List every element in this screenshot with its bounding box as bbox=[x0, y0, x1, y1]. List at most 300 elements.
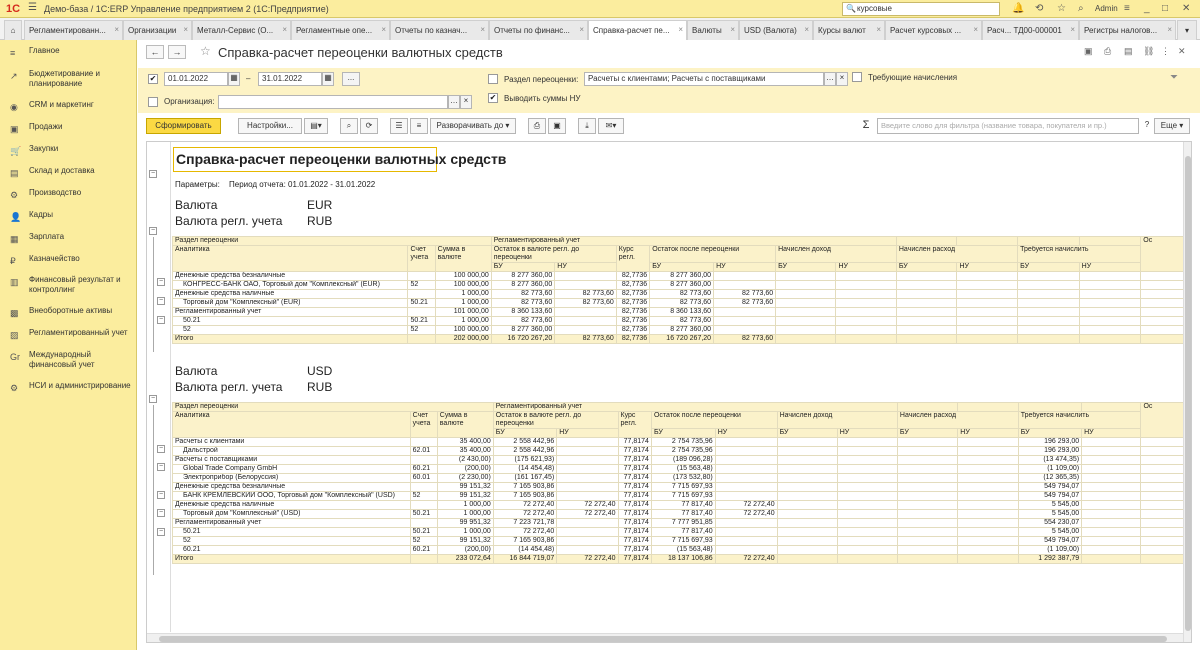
cell-anu: 72 272,40 bbox=[715, 501, 777, 510]
cell-abu: 7 715 697,93 bbox=[651, 537, 715, 546]
link-icon[interactable]: ⛓ bbox=[1143, 46, 1155, 56]
close-icon[interactable]: × bbox=[876, 25, 881, 34]
send-email-icon[interactable]: ✉▾ bbox=[598, 118, 624, 134]
cell-abu: 8 277 360,00 bbox=[650, 326, 714, 335]
tab-9[interactable]: USD (Валюта) × bbox=[739, 20, 813, 40]
tab-6[interactable]: Отчеты по финанс... × bbox=[489, 20, 588, 40]
cell-rate: 77,8174 bbox=[618, 537, 651, 546]
cell-inu bbox=[837, 474, 897, 483]
close-icon[interactable]: × bbox=[183, 25, 188, 34]
cell-rnu bbox=[1079, 326, 1141, 335]
cell-rbu bbox=[1018, 281, 1080, 290]
sidebar-item-crm[interactable]: ◉ CRM и маркетинг bbox=[10, 100, 94, 112]
cell-inu bbox=[837, 438, 897, 447]
save-icon[interactable]: ▣ bbox=[1084, 46, 1093, 56]
export-icon[interactable]: ⤓ bbox=[578, 118, 596, 134]
total-enu bbox=[957, 335, 1018, 344]
report-sheet[interactable] bbox=[146, 141, 1192, 643]
cell-enu bbox=[957, 326, 1018, 335]
table-row[interactable] bbox=[173, 290, 1191, 299]
row-account: 60.01 bbox=[410, 474, 437, 483]
tab-11[interactable]: Расчет курсовых ... × bbox=[885, 20, 982, 40]
cell-enu bbox=[958, 537, 1018, 546]
sidebar-item-fixed-assets[interactable]: ▩ Внеоборотные активы bbox=[10, 306, 113, 318]
sidebar-item-production[interactable]: ⚙ Производство bbox=[10, 188, 82, 200]
total-label: Итого bbox=[173, 555, 411, 564]
clear-icon[interactable]: × bbox=[836, 72, 848, 86]
collapse-toggle[interactable]: − bbox=[158, 445, 164, 452]
variants-icon[interactable]: ▤▾ bbox=[304, 118, 328, 134]
cell-enu bbox=[957, 281, 1018, 290]
cell-bbu: 7 165 903,86 bbox=[493, 483, 556, 492]
col-extra: Ос bbox=[1141, 237, 1191, 272]
header-row bbox=[173, 403, 1191, 412]
cell-enu bbox=[958, 492, 1018, 501]
col-section: Раздел переоценки bbox=[173, 237, 492, 246]
collapse-toggle[interactable]: − bbox=[150, 170, 156, 177]
cell-ibu bbox=[777, 528, 837, 537]
currency-value: USD bbox=[307, 364, 333, 378]
select-dots-button[interactable]: … bbox=[448, 95, 460, 109]
cell-ibu bbox=[777, 438, 837, 447]
close-icon[interactable]: × bbox=[804, 25, 809, 34]
date-from-input[interactable]: 01.01.2022 bbox=[164, 72, 228, 86]
col-bu: БУ bbox=[897, 429, 957, 438]
collapse-toggle[interactable]: − bbox=[150, 395, 156, 402]
table-row[interactable] bbox=[173, 465, 1191, 474]
col-bu: БУ bbox=[651, 429, 715, 438]
close-icon[interactable]: × bbox=[1167, 25, 1172, 34]
cell-ibu bbox=[776, 326, 836, 335]
user-name[interactable]: Admin bbox=[1095, 4, 1118, 13]
cell-ebu bbox=[896, 290, 957, 299]
cell-abu: 7 777 951,85 bbox=[651, 519, 715, 528]
row-name: 50.21 bbox=[173, 528, 411, 537]
row-name: Денежные средства наличные bbox=[173, 290, 408, 299]
cell-inu bbox=[837, 492, 897, 501]
sidebar-item-main[interactable]: ≡ Главное bbox=[10, 46, 60, 58]
cell-rbu: 549 794,07 bbox=[1018, 537, 1081, 546]
cell-ebu bbox=[896, 326, 957, 335]
cell-bbu: (175 621,93) bbox=[493, 456, 556, 465]
generate-button[interactable]: Сформировать bbox=[146, 118, 221, 134]
cell-rate: 77,8174 bbox=[618, 438, 651, 447]
collapse-toggle[interactable]: − bbox=[158, 316, 164, 323]
table-row[interactable] bbox=[173, 326, 1191, 335]
cell-rnu bbox=[1082, 438, 1141, 447]
table-row[interactable] bbox=[173, 447, 1191, 456]
close-icon[interactable]: × bbox=[480, 25, 485, 34]
collapse-toggle[interactable]: − bbox=[158, 528, 164, 535]
col-account: Счет учета bbox=[408, 246, 435, 272]
menu-icon: ≡ bbox=[10, 48, 16, 58]
cell-bnu bbox=[557, 519, 618, 528]
cell-inu bbox=[837, 447, 897, 456]
more-button[interactable]: Еще ▾ bbox=[1154, 118, 1190, 134]
row-name: Торговый дом "Комплексный" (USD) bbox=[173, 510, 411, 519]
menu-icon[interactable]: ☰ bbox=[28, 2, 37, 13]
cell-rate: 82,7736 bbox=[616, 299, 649, 308]
tab-12[interactable]: Расч... ТД00-000001 × bbox=[982, 20, 1079, 40]
total-rbu bbox=[1018, 335, 1080, 344]
cell-ebu bbox=[897, 519, 957, 528]
cell-rnu bbox=[1079, 317, 1141, 326]
find-icon[interactable]: ⌕ bbox=[340, 118, 358, 134]
cell-amt: 100 000,00 bbox=[435, 326, 491, 335]
cell-bbu: 2 558 442,96 bbox=[493, 438, 556, 447]
row-account: 52 bbox=[408, 281, 435, 290]
cell-rbu bbox=[1018, 317, 1080, 326]
cell-bnu bbox=[557, 474, 618, 483]
sidebar-item-warehouse[interactable]: ▤ Склад и доставка bbox=[10, 166, 95, 178]
total-ibu bbox=[777, 555, 837, 564]
cell-amt: 99 151,32 bbox=[437, 483, 493, 492]
horizontal-scrollbar[interactable] bbox=[147, 633, 1183, 643]
cell-enu bbox=[957, 317, 1018, 326]
cell-enu bbox=[958, 465, 1018, 474]
bell-icon[interactable]: 🔔 bbox=[1012, 3, 1025, 14]
cell-inu bbox=[836, 290, 896, 299]
cell-rbu: (13 474,35) bbox=[1018, 456, 1081, 465]
cell-abu: 77 817,40 bbox=[651, 528, 715, 537]
cell-enu bbox=[957, 272, 1018, 281]
cell-ibu bbox=[777, 474, 837, 483]
finance-icon: ▥ bbox=[10, 277, 19, 287]
sidebar-item-financial-result[interactable]: ▥ Финансовый результат и контроллинг bbox=[10, 275, 121, 294]
cell-rbu: 5 545,00 bbox=[1018, 528, 1081, 537]
print-report-icon[interactable]: ⎙ bbox=[528, 118, 546, 134]
sidebar-item-hr[interactable]: 👤 Кадры bbox=[10, 210, 53, 222]
row-account: 50.21 bbox=[408, 299, 435, 308]
cell-rbu: 5 545,00 bbox=[1018, 501, 1081, 510]
cell-inu bbox=[836, 272, 896, 281]
collapse-toggle[interactable]: − bbox=[158, 278, 164, 285]
calendar-icon[interactable]: ▦ bbox=[322, 72, 334, 86]
cell-bnu: 82 773,60 bbox=[555, 290, 616, 299]
col-nu: НУ bbox=[557, 429, 618, 438]
minimize-icon[interactable]: _ bbox=[1144, 3, 1150, 14]
preview-report-icon[interactable]: ▣ bbox=[548, 118, 566, 134]
cell-ebu bbox=[896, 281, 957, 290]
forward-button[interactable]: → bbox=[168, 45, 186, 59]
row-name: 52 bbox=[173, 537, 411, 546]
cell-abu: 77 817,40 bbox=[651, 501, 715, 510]
cell-ibu bbox=[777, 501, 837, 510]
reg-currency-value: RUB bbox=[307, 380, 333, 394]
cell-rbu: (12 365,35) bbox=[1018, 474, 1081, 483]
favorite-star-icon[interactable]: ☆ bbox=[200, 44, 211, 58]
cell-anu bbox=[715, 447, 777, 456]
tab-13[interactable]: Регистры налогов... × bbox=[1079, 20, 1176, 40]
cell-anu: 82 773,60 bbox=[714, 299, 776, 308]
close-form-icon[interactable]: ✕ bbox=[1178, 46, 1186, 56]
collapse-toggle[interactable]: − bbox=[158, 491, 164, 498]
sidebar-item-regulated-accounting[interactable]: ▨ Регламентированный учет bbox=[10, 328, 128, 340]
cell-amt: (2 230,00) bbox=[437, 474, 493, 483]
cell-enu bbox=[957, 299, 1018, 308]
tab-2[interactable]: Организации × bbox=[123, 20, 192, 40]
settings-button[interactable]: Настройки... bbox=[238, 118, 302, 134]
table-row[interactable] bbox=[173, 546, 1191, 555]
table-row[interactable] bbox=[173, 537, 1191, 546]
sidebar-item-purchases[interactable]: 🛒 Закупки bbox=[10, 144, 59, 156]
section-checkbox[interactable] bbox=[488, 74, 498, 84]
cell-amt: (200,00) bbox=[437, 465, 493, 474]
close-icon[interactable]: × bbox=[579, 25, 584, 34]
cell-amt: (200,00) bbox=[437, 546, 493, 555]
row-name: Денежные средства наличные bbox=[173, 501, 411, 510]
close-window-icon[interactable]: ✕ bbox=[1182, 3, 1191, 14]
cell-ibu bbox=[776, 317, 836, 326]
cell-rate: 82,7736 bbox=[616, 326, 649, 335]
reg-currency-label: Валюта регл. учета bbox=[175, 380, 283, 394]
col-analytics: Аналитика bbox=[173, 246, 408, 272]
more-vert-icon[interactable]: ⋮ bbox=[1161, 46, 1170, 56]
collapse-toggle[interactable]: − bbox=[158, 463, 164, 470]
total-row[interactable] bbox=[173, 335, 1191, 344]
cell-abu: 82 773,60 bbox=[650, 290, 714, 299]
table-row[interactable] bbox=[173, 519, 1191, 528]
col-required: Требуется начислить bbox=[1018, 412, 1141, 429]
tab-8[interactable]: Валюты × bbox=[687, 20, 739, 40]
cell-bnu bbox=[557, 465, 618, 474]
table-row[interactable] bbox=[173, 438, 1191, 447]
table-row[interactable] bbox=[173, 474, 1191, 483]
report-period: Период отчета: 01.01.2022 - 31.01.2022 bbox=[229, 180, 376, 189]
section-input[interactable]: Расчеты с клиентами; Расчеты с поставщиками bbox=[584, 72, 824, 86]
table-row[interactable] bbox=[173, 281, 1191, 290]
cell-bbu: 8 277 360,00 bbox=[491, 281, 555, 290]
cell-bbu: 72 272,40 bbox=[493, 501, 556, 510]
app-logo: 1С bbox=[6, 3, 21, 15]
home-tab-icon[interactable]: ⌂ bbox=[4, 20, 22, 40]
tab-1[interactable]: Регламентированн... × bbox=[24, 20, 123, 40]
cell-amt: 101 000,00 bbox=[435, 308, 491, 317]
favorites-star-icon[interactable]: ☆ bbox=[1057, 3, 1066, 14]
row-account bbox=[410, 483, 437, 492]
preview-icon[interactable]: ▤ bbox=[1124, 46, 1133, 56]
close-icon[interactable]: × bbox=[114, 25, 119, 34]
table-row[interactable] bbox=[173, 501, 1191, 510]
organization-input[interactable] bbox=[218, 95, 448, 109]
cell-inu bbox=[836, 308, 896, 317]
close-icon[interactable]: × bbox=[973, 25, 978, 34]
section-label: Раздел переоценки: bbox=[504, 75, 579, 84]
row-account bbox=[410, 519, 437, 528]
row-account: 62.01 bbox=[410, 447, 437, 456]
cell-bnu bbox=[557, 456, 618, 465]
calendar-icon[interactable]: ▦ bbox=[228, 72, 240, 86]
table-row[interactable] bbox=[173, 510, 1191, 519]
cell-inu bbox=[837, 483, 897, 492]
required-checkbox[interactable] bbox=[852, 72, 862, 82]
sidebar-item-salary[interactable]: ▦ Зарплата bbox=[10, 232, 65, 244]
cell-bnu bbox=[557, 438, 618, 447]
tab-5[interactable]: Отчеты по казнач... × bbox=[390, 20, 489, 40]
form-header bbox=[138, 40, 1200, 68]
cell-anu bbox=[715, 483, 777, 492]
row-name: Расчеты с клиентами bbox=[173, 438, 411, 447]
close-icon[interactable]: × bbox=[381, 25, 386, 34]
table-row[interactable] bbox=[173, 272, 1191, 281]
settings-icon[interactable]: ≡ bbox=[1124, 3, 1130, 14]
cell-enu bbox=[958, 519, 1018, 528]
col-nu: НУ bbox=[837, 429, 897, 438]
collapse-toggle[interactable]: − bbox=[158, 297, 164, 304]
find-next-icon[interactable]: ⟳ bbox=[360, 118, 378, 134]
cell-anu bbox=[714, 326, 776, 335]
tab-10[interactable]: Курсы валют × bbox=[813, 20, 885, 40]
report-toolbar bbox=[138, 116, 1200, 138]
cell-bnu: 72 272,40 bbox=[557, 501, 618, 510]
tab-4[interactable]: Регламентные опе... × bbox=[291, 20, 390, 40]
sidebar-item-sales[interactable]: ▣ Продажи bbox=[10, 122, 63, 134]
table-row[interactable] bbox=[173, 456, 1191, 465]
sidebar-item-budgeting[interactable]: ↗ Бюджетирование и планирование bbox=[10, 69, 100, 88]
table-row[interactable] bbox=[173, 317, 1191, 326]
cell-rate: 77,8174 bbox=[618, 465, 651, 474]
cell-ibu bbox=[776, 299, 836, 308]
show-nu-checkbox[interactable]: ✔ bbox=[489, 93, 497, 102]
cell-rnu bbox=[1082, 510, 1141, 519]
expand-to-button[interactable]: Разворачивать до ▾ bbox=[430, 118, 516, 134]
cell-rnu bbox=[1079, 281, 1141, 290]
period-select-button[interactable]: ... bbox=[342, 72, 360, 86]
cell-rate: 77,8174 bbox=[618, 474, 651, 483]
cell-amt: 99 151,32 bbox=[437, 537, 493, 546]
vertical-scroll-thumb[interactable] bbox=[1185, 156, 1191, 631]
global-search-input[interactable] bbox=[842, 2, 1000, 16]
cell-bnu bbox=[555, 272, 616, 281]
cell-anu bbox=[714, 272, 776, 281]
organization-label: Организация: bbox=[164, 97, 215, 106]
table-row[interactable] bbox=[173, 308, 1191, 317]
outline-icon[interactable]: ☰ bbox=[390, 118, 408, 134]
tab-3[interactable]: Металл-Сервис (О... × bbox=[192, 20, 291, 40]
collapse-toggle[interactable]: − bbox=[158, 509, 164, 516]
col-nu: НУ bbox=[715, 429, 777, 438]
cell-ebu bbox=[896, 317, 957, 326]
cell-rbu: 196 293,00 bbox=[1018, 447, 1081, 456]
crm-icon: ◉ bbox=[10, 102, 18, 112]
cell-bbu: (161 167,45) bbox=[493, 474, 556, 483]
close-icon[interactable]: × bbox=[678, 25, 683, 34]
table-row[interactable] bbox=[173, 299, 1191, 308]
cell-anu: 72 272,40 bbox=[715, 510, 777, 519]
cell-inu bbox=[837, 537, 897, 546]
show-nu-label: Выводить суммы НУ bbox=[504, 94, 581, 103]
horizontal-scroll-thumb[interactable] bbox=[159, 636, 1167, 642]
filter-input[interactable]: Введите слово для фильтра (название товара, покупателя и пр.) bbox=[877, 118, 1139, 134]
cell-bbu: 7 165 903,86 bbox=[493, 492, 556, 501]
cell-rate: 82,7736 bbox=[616, 281, 649, 290]
cell-ibu bbox=[777, 546, 837, 555]
row-account bbox=[408, 272, 435, 281]
filter-funnel-icon[interactable]: ⏷ bbox=[1170, 72, 1178, 83]
cell-rbu: 549 794,07 bbox=[1018, 483, 1081, 492]
select-dots-button[interactable]: … bbox=[824, 72, 836, 86]
close-icon[interactable]: × bbox=[282, 25, 287, 34]
cell-ebu bbox=[896, 272, 957, 281]
back-button[interactable]: ← bbox=[146, 45, 164, 59]
ledger-icon: ▨ bbox=[10, 330, 19, 340]
clear-icon[interactable]: × bbox=[460, 95, 472, 109]
sales-icon: ▣ bbox=[10, 124, 19, 134]
cell-amt: 35 400,00 bbox=[437, 447, 493, 456]
cell-rbu: (1 109,00) bbox=[1018, 465, 1081, 474]
table-row[interactable] bbox=[173, 492, 1191, 501]
collapse-toggle[interactable]: − bbox=[150, 227, 156, 234]
tabs-more-icon[interactable]: ▾ bbox=[1177, 20, 1197, 40]
close-icon[interactable]: × bbox=[1070, 25, 1075, 34]
cell-anu bbox=[715, 519, 777, 528]
sidebar-item-admin[interactable]: ⚙ НСИ и администрирование bbox=[10, 381, 131, 393]
total-bbu: 16 720 267,20 bbox=[491, 335, 555, 344]
period-checkbox[interactable]: ✔ bbox=[149, 74, 157, 83]
close-icon[interactable]: × bbox=[730, 25, 735, 34]
cell-inu bbox=[837, 528, 897, 537]
cell-ebu bbox=[897, 501, 957, 510]
global-search-value: курсовые bbox=[857, 4, 892, 13]
table-row[interactable] bbox=[173, 483, 1191, 492]
print-icon[interactable]: ⎙ bbox=[1104, 46, 1112, 56]
cell-rnu bbox=[1082, 519, 1141, 528]
cell-anu bbox=[715, 537, 777, 546]
organization-checkbox[interactable] bbox=[148, 97, 158, 107]
cell-rate: 82,7736 bbox=[616, 308, 649, 317]
search-top-icon[interactable]: ⌕ bbox=[1078, 3, 1084, 14]
cell-rnu bbox=[1082, 528, 1141, 537]
help-button[interactable]: ? bbox=[1144, 120, 1150, 129]
sidebar-item-ifrs[interactable]: Gr Международный финансовый учет bbox=[10, 350, 95, 369]
tab-7-active[interactable]: Справка-расчет пе... × bbox=[588, 20, 687, 41]
col-amount: Сумма в валюте bbox=[437, 412, 493, 438]
collapse-icon[interactable]: ≡ bbox=[410, 118, 428, 134]
vertical-scrollbar[interactable] bbox=[1183, 142, 1192, 643]
date-to-input[interactable]: 31.01.2022 bbox=[258, 72, 322, 86]
total-row[interactable] bbox=[173, 555, 1191, 564]
total-account bbox=[408, 335, 435, 344]
cell-rbu: 549 794,07 bbox=[1018, 492, 1081, 501]
cell-rnu bbox=[1082, 492, 1141, 501]
maximize-icon[interactable]: □ bbox=[1162, 3, 1169, 14]
cell-rnu bbox=[1082, 474, 1141, 483]
row-account bbox=[408, 308, 435, 317]
table-row[interactable] bbox=[173, 528, 1191, 537]
reg-currency-value: RUB bbox=[307, 214, 333, 228]
row-account: 52 bbox=[410, 537, 437, 546]
col-extra: Ос bbox=[1141, 403, 1191, 438]
gear-icon: ⚙ bbox=[10, 190, 19, 200]
cell-ibu bbox=[777, 537, 837, 546]
history-icon[interactable]: ⟲ bbox=[1035, 3, 1044, 14]
cell-enu bbox=[958, 474, 1018, 483]
cell-ibu bbox=[777, 510, 837, 519]
cell-bnu bbox=[557, 447, 618, 456]
cell-bbu: 7 165 903,86 bbox=[493, 537, 556, 546]
sum-icon[interactable]: Σ bbox=[862, 119, 870, 131]
col-empty bbox=[1079, 237, 1141, 246]
sidebar-item-treasury[interactable]: ₽ Казначейство bbox=[10, 254, 80, 266]
total-inu bbox=[837, 555, 897, 564]
cell-ebu bbox=[896, 308, 957, 317]
row-account: 50.21 bbox=[410, 510, 437, 519]
cell-rate: 82,7736 bbox=[616, 290, 649, 299]
cell-rnu bbox=[1082, 447, 1141, 456]
total-inu bbox=[836, 335, 896, 344]
col-bu: БУ bbox=[1018, 429, 1081, 438]
cell-ibu bbox=[777, 483, 837, 492]
